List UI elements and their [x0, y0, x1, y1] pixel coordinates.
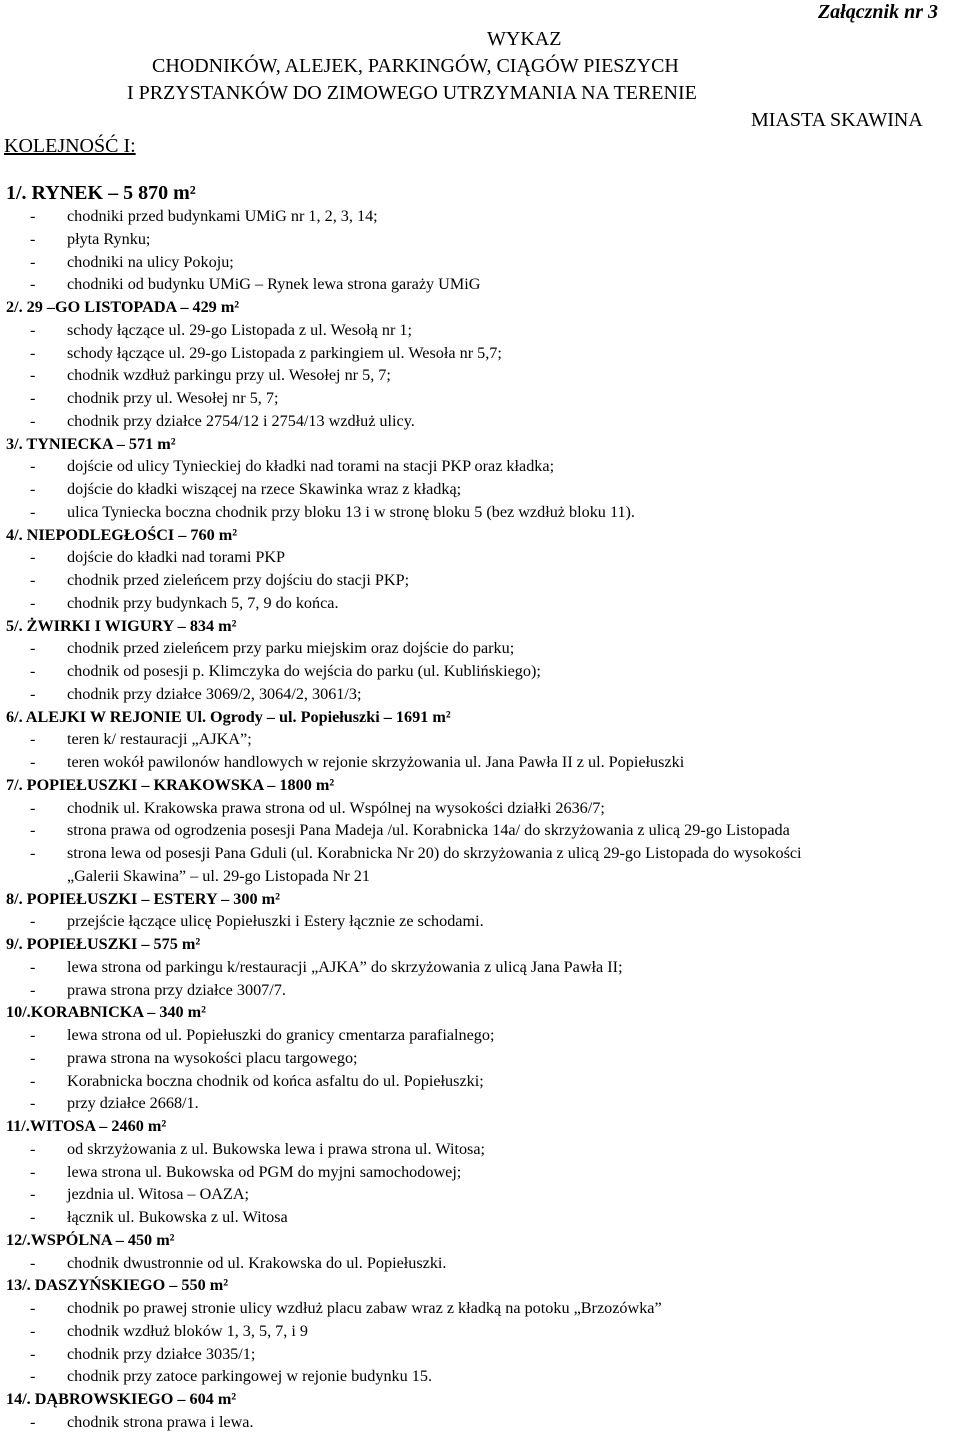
section-title: 14/. DĄBROWSKIEGO – 604 m² [6, 1390, 237, 1408]
list-item [6, 956, 960, 979]
list-item [6, 819, 960, 842]
section-title: 4/. NIEPODLEGŁOŚCI – 760 m² [6, 525, 238, 544]
list-item-text: Korabnicka boczna chodnik od końca asfaltu do ul. Popiełuszki; [67, 1071, 484, 1090]
dash-bullet: - [30, 1367, 36, 1386]
list-item-text: chodnik dwustronnie od ul. Krakowska do ul. Popiełuszki. [67, 1253, 447, 1272]
list-item [6, 751, 960, 774]
list-item [6, 455, 960, 478]
list-item-text: schody łączące ul. 29-go Listopada z ul. Wesołą nr 1; [67, 320, 412, 339]
dash-bullet: - [30, 207, 36, 225]
dash-bullet: - [30, 389, 36, 407]
list-item [6, 1252, 960, 1275]
dash-bullet: - [30, 798, 36, 817]
dash-bullet: - [30, 844, 36, 862]
list-item [6, 1138, 960, 1161]
list-item [6, 569, 960, 592]
list-item-text: jezdnia ul. Witosa – OAZA; [67, 1185, 250, 1204]
list-item-text: chodnik przed zieleńcem przy parku miejskim oraz dojście do parku; [67, 639, 515, 658]
list-item-text: chodnik wzdłuż parkingu przy ul. Wesołej nr 5, 7; [67, 366, 391, 385]
dash-bullet: - [30, 639, 36, 658]
dash-bullet: - [30, 980, 36, 999]
dash-bullet: - [30, 1162, 36, 1181]
list-item-text: chodnik przy działce 3069/2, 3064/2, 3061/3; [67, 684, 362, 703]
list-item [6, 797, 960, 820]
document-title [0, 26, 960, 134]
dash-bullet: - [30, 229, 36, 248]
list-item-text: chodnik przy działce 3035/1; [67, 1344, 256, 1363]
list-item-text: przejście łączące ulicę Popiełuszki i Estery łącznie ze schodami. [67, 912, 484, 931]
section-title: 11/.WITOSA – 2460 m² [6, 1117, 167, 1135]
dash-bullet: - [30, 1321, 36, 1340]
title-line-4: MIASTA SKAWINA [751, 109, 923, 131]
list-item-text: lewa strona od ul. Popiełuszki do granicy cmentarza parafialnego; [67, 1026, 495, 1044]
list-item-text: chodnik przy budynkach 5, 7, 9 do końca. [67, 593, 339, 612]
dash-bullet: - [30, 1412, 36, 1431]
dash-bullet: - [30, 730, 36, 749]
section-title: 7/. POPIEŁUSZKI – KRAKOWSKA – 1800 m² [6, 775, 335, 794]
section-title: 2/. 29 –GO LISTOPADA – 429 m² [6, 298, 240, 316]
section-title: 5/. ŻWIRKI I WIGURY – 834 m² [6, 616, 237, 635]
list-item-text: łącznik ul. Bukowska z ul. Witosa [67, 1208, 288, 1226]
dash-bullet: - [30, 1094, 36, 1113]
list-item [6, 683, 960, 706]
list-item [6, 910, 960, 933]
list-item-text: dojście od ulicy Tynieckiej do kładki nad torami na stacji PKP oraz kładka; [67, 457, 555, 476]
dash-bullet: - [30, 1071, 36, 1090]
list-item [6, 319, 960, 342]
list-item-text: chodniki na ulicy Pokoju; [67, 252, 234, 271]
list-item-text: chodnik przy działce 2754/12 i 2754/13 wzdłuż ulicy. [67, 411, 415, 430]
list-item [6, 387, 960, 410]
list-item [6, 1183, 960, 1206]
dash-bullet: - [30, 684, 36, 703]
list-item-text: chodniki od budynku UMiG – Rynek lewa strona garaży UMiG [67, 275, 481, 294]
list-item-text: prawa strona przy działce 3007/7. [67, 980, 286, 999]
list-item-text: chodnik od posesji p. Klimczyka do wejścia do parku (ul. Kublińskiego); [67, 662, 541, 680]
dash-bullet: - [30, 1048, 36, 1067]
list-item-text: chodnik po prawej stronie ulicy wzdłuż placu zabaw wraz z kładką na potoku „Brzozówka” [67, 1299, 662, 1317]
dash-bullet: - [30, 343, 36, 362]
sections-list [6, 181, 960, 1434]
dash-bullet: - [30, 366, 36, 385]
list-item-text: ulica Tyniecka boczna chodnik przy bloku 13 i w stronę bloku 5 (bez wzdłuż bloku 11). [67, 502, 635, 521]
section-title: 9/. POPIEŁUSZKI – 575 m² [6, 935, 201, 953]
list-item [6, 228, 960, 251]
list-item-text: chodnik wzdłuż bloków 1, 3, 5, 7, i 9 [67, 1321, 308, 1340]
list-item-text: chodnik przed zieleńcem przy dojściu do stacji PKP; [67, 571, 410, 589]
dash-bullet: - [30, 1253, 36, 1272]
list-item-text: chodnik przy ul. Wesołej nr 5, 7; [67, 389, 279, 407]
dash-bullet: - [30, 275, 36, 294]
list-item-text: strona prawa od ogrodzenia posesji Pana Madeja /ul. Korabnicka 14a/ do skrzyżowania z ulicą 29-go Listopada [67, 821, 790, 840]
list-item [6, 660, 960, 683]
dash-bullet: - [30, 1299, 36, 1317]
list-item [6, 410, 960, 433]
list-item [6, 364, 960, 387]
section-title: 1/. RYNEK – 5 870 m² [6, 182, 196, 204]
list-item-text: płyta Rynku; [67, 229, 151, 248]
list-item-text: chodnik przy zatoce parkingowej w rejonie budynku 15. [67, 1367, 433, 1386]
section-title: 3/. TYNIECKA – 571 m² [6, 434, 176, 453]
title-line-2: CHODNIKÓW, ALEJEK, PARKINGÓW, CIĄGÓW PIESZYCH [152, 55, 679, 77]
list-item-text: teren wokół pawilonów handlowych w rejonie skrzyżowania ul. Jana Pawła II z ul. Popiełuszki [67, 753, 685, 771]
list-item [6, 1070, 960, 1093]
dash-bullet: - [30, 821, 36, 840]
dash-bullet: - [30, 480, 36, 498]
attachment-label: Załącznik nr 3 [817, 1, 938, 23]
list-item [6, 637, 960, 660]
list-item [6, 1320, 960, 1343]
dash-bullet: - [30, 571, 36, 589]
list-item [6, 979, 960, 1002]
list-item [6, 842, 960, 865]
list-item [6, 1343, 960, 1366]
list-item [6, 1365, 960, 1388]
list-item [6, 342, 960, 365]
list-item [6, 478, 960, 501]
list-item [6, 728, 960, 751]
dash-bullet: - [30, 1139, 36, 1158]
section-title: 13/. DASZYŃSKIEGO – 550 m² [6, 1276, 229, 1295]
section-title: 10/.KORABNICKA – 340 m² [6, 1003, 207, 1022]
dash-bullet: - [30, 753, 36, 771]
list-item-text: chodnik ul. Krakowska prawa strona od ul. Wspólnej na wysokości działki 2636/7; [67, 798, 605, 817]
list-item [6, 592, 960, 615]
dash-bullet: - [30, 957, 36, 976]
dash-bullet: - [30, 548, 36, 567]
list-item-text: teren k/ restauracji „AJKA”; [67, 730, 252, 749]
list-item [6, 1297, 960, 1320]
dash-bullet: - [30, 662, 36, 680]
dash-bullet: - [30, 457, 36, 476]
list-item [6, 1047, 960, 1070]
list-item-text: strona lewa od posesji Pana Gduli (ul. Korabnicka Nr 20) do skrzyżowania z ulicą 29-go Listopada do wysokości [67, 844, 802, 862]
list-item-text: chodniki przed budynkami UMiG nr 1, 2, 3, 14; [67, 207, 378, 225]
list-item [6, 1206, 960, 1229]
dash-bullet: - [30, 502, 36, 521]
list-item-text: dojście do kładki nad torami PKP [67, 548, 286, 567]
section-title: 12/.WSPÓLNA – 450 m² [6, 1230, 175, 1249]
list-item [6, 251, 960, 274]
list-item-text: przy działce 2668/1. [67, 1094, 199, 1113]
list-item [6, 273, 960, 296]
list-item [6, 546, 960, 569]
list-item-continuation: „Galerii Skawina” – ul. 29-go Listopada Nr 21 [67, 866, 370, 885]
list-item [6, 1092, 960, 1115]
dash-bullet: - [30, 593, 36, 612]
list-item [6, 1024, 960, 1047]
dash-bullet: - [30, 912, 36, 931]
list-item-text: od skrzyżowania z ul. Bukowska lewa i prawa strona ul. Witosa; [67, 1139, 486, 1158]
list-item-text: lewa strona od parkingu k/restauracji „AJKA” do skrzyżowania z ulicą Jana Pawła II; [67, 957, 623, 976]
list-item-text: lewa strona ul. Bukowska od PGM do myjni samochodowej; [67, 1162, 462, 1181]
list-item [6, 501, 960, 524]
dash-bullet: - [30, 411, 36, 430]
dash-bullet: - [30, 1344, 36, 1363]
section-title: 6/. ALEJKI W REJONIE Ul. Ogrody – ul. Popiełuszki – 1691 m² [6, 707, 451, 726]
list-item [6, 205, 960, 228]
dash-bullet: - [30, 320, 36, 339]
list-item-text: prawa strona na wysokości placu targowego; [67, 1048, 358, 1067]
dash-bullet: - [30, 1026, 36, 1044]
title-line-1: WYKAZ [487, 28, 562, 50]
dash-bullet: - [30, 1208, 36, 1226]
title-line-3: I PRZYSTANKÓW DO ZIMOWEGO UTRZYMANIA NA TERENIE [127, 82, 697, 104]
list-item-text: chodnik strona prawa i lewa. [67, 1412, 254, 1431]
list-item-text: schody łączące ul. 29-go Listopada z parkingiem ul. Wesoła nr 5,7; [67, 343, 502, 362]
list-item [6, 1161, 960, 1184]
dash-bullet: - [30, 252, 36, 271]
list-item [6, 1411, 960, 1434]
order-heading: KOLEJNOŚĆ I: [4, 135, 136, 157]
dash-bullet: - [30, 1185, 36, 1204]
section-title: 8/. POPIEŁUSZKI – ESTERY – 300 m² [6, 889, 280, 908]
list-item-text: dojście do kładki wiszącej na rzece Skawinka wraz z kładką; [67, 480, 462, 498]
